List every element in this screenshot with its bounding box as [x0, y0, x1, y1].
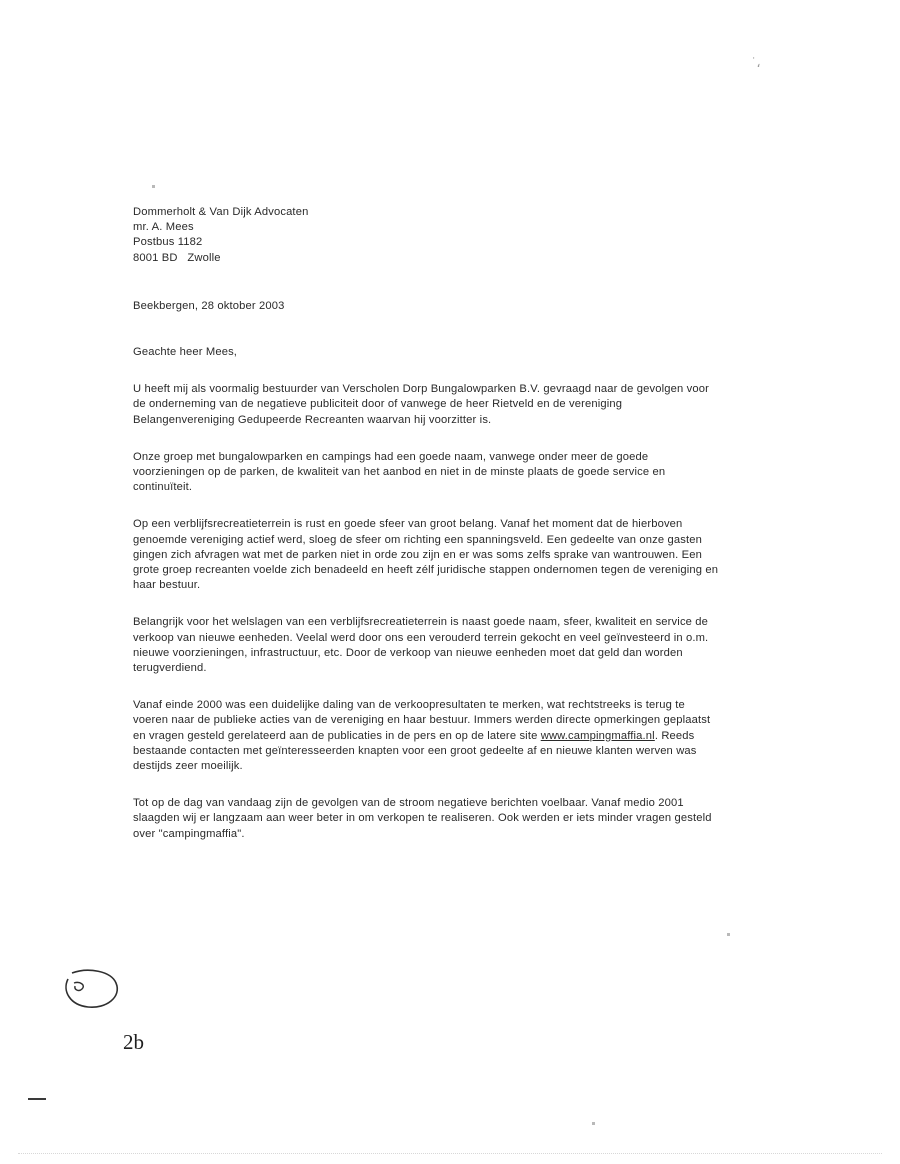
scan-speck [152, 185, 155, 188]
paragraph-4: Belangrijk voor het welslagen van een verblijfsrecreatieterrein is naast goede naam, sfeer, kwaliteit en service de verkoop van nieuwe eenheden. Veelal werd door ons een verouderd terrein gekocht en veel geïnvesteerd in o.m. nieuwe voorzieningen, infrastructuur, etc. Door de verkoop van nieuwe eenheden moet dat geld dan worden terugverdiend. [133, 616, 709, 675]
paragraph-5 [133, 698, 723, 774]
place-and-date: Beekbergen, 28 oktober 2003 [133, 299, 285, 312]
paragraph-1: U heeft mij als voormalig bestuurder van Verscholen Dorp Bungalowparken B.V. gevraagd naar de gevolgen voor de onderneming van de negatieve publiciteit door of vanwege de heer Rietveld en de vereniging Belangenvereniging Gedupeerde Recreanten waarvan hij voorzitter is. [133, 383, 709, 426]
addressee-block [133, 205, 723, 266]
scan-corner-mark: ˙، [752, 55, 761, 70]
scan-speck [592, 1122, 595, 1125]
addressee-line-3: Postbus 1182 [133, 236, 203, 249]
scan-top-edge [0, 0, 900, 6]
paragraph-3: Op een verblijfsrecreatieterrein is rust en goede sfeer van groot belang. Vanaf het moment dat de hierboven genoemde vereniging actief werd, sloeg de sfeer om richting een spanningsveld. Een gedeelte van onze gasten gingen zich afvragen wat met de parken niet in orde zou zijn en er was soms zelfs sprake van wantrouwen. Een grote groep recreanten voelde zich benadeeld en heeft zélf juridische stappen ondernomen tegen de vereniging en haar bestuur. [133, 518, 719, 592]
scan-speck [727, 933, 730, 936]
scan-bottom-edge [18, 1153, 882, 1154]
paragraph-2: Onze groep met bungalowparken en campings had een goede naam, vanwege onder meer de goede voorzieningen op de parken, de kwaliteit van het aanbod en niet in de minste plaats de goede service en continuïteit. [133, 450, 666, 494]
paragraph-5-before-link: Vanaf einde 2000 was een duidelijke daling van de verkoopresultaten te merken, wat rechtstreeks is terug te voeren naar de publieke acties van de vereniging en haar bestuur. Immers werden directe opmerkingen geplaatst en vragen gesteld gerelateerd aan de publicaties in de pers en op de latere site [133, 699, 711, 742]
salutation: Geachte heer Mees, [133, 346, 238, 359]
handwritten-page-number: 2b [123, 1030, 144, 1054]
addressee-line-1: Dommerholt & Van Dijk Advocaten [133, 206, 309, 218]
addressee-line-2: mr. A. Mees [133, 221, 194, 234]
paragraph-6: Tot op de dag van vandaag zijn de gevolgen van de stroom negatieve berichten voelbaar. Vanaf medio 2001 slaagden wij er langzaam aan weer beter in om verkopen te realiseren. Ook werden er iets minder vragen gesteld over "campingmaffia". [133, 797, 712, 840]
addressee-line-4: 8001 BD Zwolle [133, 251, 221, 264]
handwritten-loop-mark [58, 965, 128, 1017]
campingmaffia-link[interactable]: www.campingmaffia.nl [540, 729, 655, 742]
letter-body [133, 205, 723, 842]
handwritten-dash-mark [28, 1098, 46, 1100]
paragraph-5-after-link: . Reeds bestaande contacten met geïnteresseerden knapten voor een groot gedeelte af en nieuwe klanten werven was destijds zeer moeilijk. [133, 729, 697, 773]
